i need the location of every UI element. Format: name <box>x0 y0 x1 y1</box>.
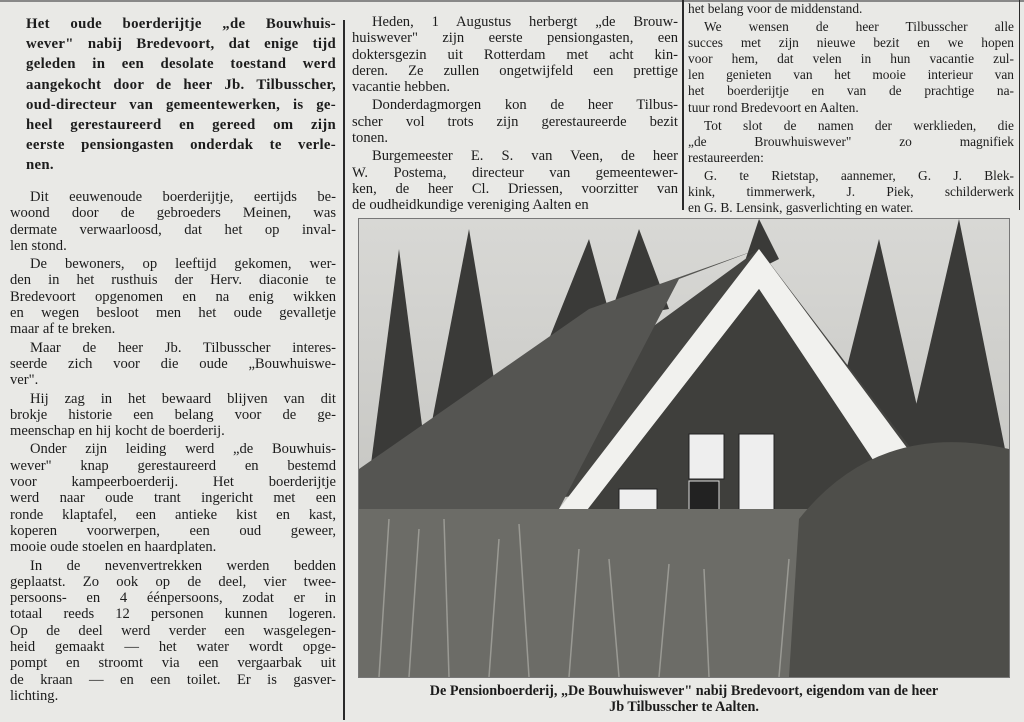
paragraph <box>10 340 336 389</box>
text-line: geplaatst. Zo ook op de deel, vier twee- <box>10 573 336 590</box>
text-line: In de nevenvertrekken werden bedden <box>30 557 336 574</box>
text-line: restaureerden: <box>688 149 764 165</box>
text-line: ver". <box>10 372 39 389</box>
paragraph <box>688 168 1014 216</box>
text-line: wever" nabij Bredevoort, dat enige tijd <box>26 36 336 53</box>
text-line: den in het rusthuis der Herv. diaconie te <box>10 272 336 289</box>
text-line: de oudheidkundige vereniging Aalten en <box>352 197 589 214</box>
text-line: Bredevoort opgenomen en na enig wikken <box>10 288 336 305</box>
column-2 <box>352 14 678 216</box>
caption-line: Jb Tilbusscher te Aalten. <box>609 699 759 715</box>
text-line: scher vol trots zijn gerestaureerde bezit <box>352 113 678 130</box>
text-line: De bewoners, op leeftijd gekomen, wer- <box>30 256 336 273</box>
text-line: pompt en stroomt via een vergaarbak uit <box>10 655 336 672</box>
text-line: woond door de gebroeders Meinen, was <box>10 205 336 222</box>
text-line: Tot slot de namen der werklieden, die <box>704 117 1014 133</box>
paragraph <box>688 19 1014 116</box>
text-line: Burgemeester E. S. van Veen, de heer <box>372 148 678 165</box>
paragraph <box>688 118 1014 166</box>
paragraph <box>10 256 336 337</box>
text-line: huiswever" zijn eerste pensiongasten, een <box>352 30 678 47</box>
paragraph <box>10 391 336 440</box>
paragraph <box>10 189 336 254</box>
text-line: len stond. <box>10 237 67 254</box>
text-line: wever" knap gerestaureerd en bestemd <box>10 457 336 474</box>
column-3 <box>688 1 1014 218</box>
text-line: het boerderijtje en van de prachtige na- <box>688 83 1014 99</box>
text-line: aangekocht door de heer Jb. Tilbusscher, <box>26 76 336 93</box>
paragraph <box>352 14 678 95</box>
text-line: oud-directeur van gemeentewerken, is ge- <box>26 96 336 113</box>
text-line: mooie oude stoelen en haardplaten. <box>10 539 217 556</box>
column-divider <box>1019 0 1020 210</box>
text-line: G. te Rietstap, aannemer, G. J. Blek- <box>704 167 1014 183</box>
text-line: deren. Ze zullen ongetwijfeld een prettige <box>352 62 678 79</box>
text-line: het belang voor de middenstand. <box>688 1 863 16</box>
text-line: heid gemaakt — het water wordt opge- <box>10 639 336 656</box>
text-line: nen. <box>26 157 54 174</box>
column-divider <box>343 20 345 720</box>
text-line: dermate verwaarloosd, dat het op inval- <box>10 221 336 238</box>
text-line: totaal reeds 12 personen kunnen logeren. <box>10 606 336 623</box>
text-line: Heden, 1 Augustus herbergt „de Brouw- <box>372 14 678 30</box>
paragraph <box>352 97 678 146</box>
text-line: seerde zich voor die oude „Bouwhuiswe- <box>10 355 336 372</box>
text-line: W. Postema, directeur van gemeentewer- <box>352 164 678 181</box>
text-line: en G. B. Lensink, gasverlichting en water. <box>688 200 914 216</box>
text-line: eerste pensiongasten onderdak te verle- <box>26 137 336 154</box>
text-line: lichting. <box>10 687 59 704</box>
text-line: kink, timmerwerk, J. Piek, schilderwerk <box>688 184 1014 200</box>
text-line: Onder zijn leiding werd „de Bouwhuis- <box>30 441 336 458</box>
text-line: We wensen de heer Tilbusscher alle <box>704 19 1014 35</box>
text-line: tonen. <box>352 130 389 147</box>
text-line: tuur rond Bredevoort en Aalten. <box>688 99 859 115</box>
text-line: werd naar oude trant ingericht met een <box>10 490 336 507</box>
text-line: ken, de heer Cl. Driessen, voorzitter van <box>352 180 678 197</box>
text-line: Het oude boerderijtje „de Bouwhuis- <box>26 16 336 32</box>
text-line: meenschap en hij kocht de boerderij. <box>10 423 225 440</box>
text-line: Maar de heer Jb. Tilbusscher interes- <box>30 339 336 356</box>
text-line: Donderdagmorgen kon de heer Tilbus- <box>372 97 678 114</box>
text-line: succes met zijn nieuwe bezit en we hopen <box>688 35 1014 51</box>
column-divider <box>682 0 684 210</box>
caption-line: De Pensionboerderij, „De Bouwhuiswever" nabij Bredevoort, eigendom van de heer <box>429 683 939 699</box>
text-line: voor kampeerboerderij. Het boerderijtje <box>10 474 336 491</box>
text-line: vacantie hebben. <box>352 79 451 96</box>
text-line: heel gerestaureerd en gereed om zijn <box>26 116 336 133</box>
photo-caption <box>352 683 1016 715</box>
text-line: ronde klaptafel, een antieke kist en kast, <box>10 506 336 523</box>
text-line: len genieten van het mooie interieur van <box>688 67 1014 83</box>
text-line: koperen voorwerpen, een oud geweer, <box>10 522 336 539</box>
text-line: Dit eeuwenoude boerderijtje, eertijds be- <box>30 189 336 205</box>
text-line: de kraan — en een toilet. Er is gasver- <box>10 671 336 688</box>
text-line: Hij zag in het bewaard blijven van dit <box>30 390 336 407</box>
text-line: „de Brouwhuiswever" zo magnifiek <box>688 133 1014 149</box>
text-line: geleden in een desolate toestand werd <box>26 56 336 73</box>
text-line: maar af te breken. <box>10 321 116 338</box>
paragraph <box>352 148 678 213</box>
text-line: brokje historie een belang voor de ge- <box>10 406 336 423</box>
farmhouse-photo <box>358 218 1010 678</box>
text-line: persoons- en 4 éénpersoons, zodat er in <box>10 590 336 607</box>
text-line: voor hem, dat velen in hun vacantie zul- <box>688 51 1014 67</box>
text-line: en wegen besloot men het oude gevalletje <box>10 305 336 322</box>
text-line: Op de deel werd verder een wasgelegen- <box>10 622 336 639</box>
paragraph <box>10 441 336 555</box>
text-line: doktersgezin uit Rotterdam met acht kin- <box>352 46 678 63</box>
paragraph <box>688 1 1014 17</box>
lead-paragraph <box>26 14 336 176</box>
column-1 <box>10 189 336 706</box>
paragraph <box>10 558 336 705</box>
